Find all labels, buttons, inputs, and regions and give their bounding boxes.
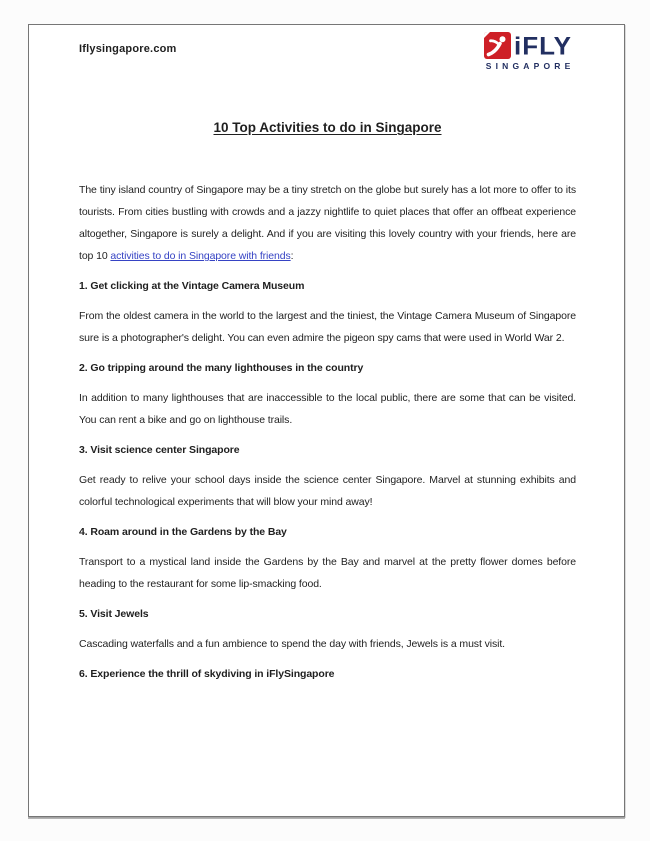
section-paragraph-3: Get ready to relive your school days inside the science center Singapore. Marvel at stunning exhibits and colorful technological experiments that will blow your mind away!: [79, 474, 576, 508]
logo-subtitle: SINGAPORE: [485, 61, 575, 71]
section-heading-6: 6. Experience the thrill of skydiving in iFlySingapore: [79, 668, 335, 680]
logo-brand-text: iFLY: [514, 31, 572, 60]
section-paragraph-1: From the oldest camera in the world to the largest and the tiniest, the Vintage Camera Museum of Singapore sure is a photographer's delight. You can even admire the pigeon spy cams that were used in World War 2.: [79, 310, 576, 344]
section-heading-4: 4. Roam around in the Gardens by the Bay: [79, 526, 287, 538]
ifly-logo: [484, 31, 575, 71]
page-title: 10 Top Activities to do in Singapore: [213, 120, 442, 135]
section-heading-2: 2. Go tripping around the many lighthouses in the country: [79, 362, 364, 374]
intro-text-before: The tiny island country of Singapore may be a tiny stretch on the globe but surely has a lot more to offer to its tourists. From cities bustling with crowds and a jazzy nightlife to quiet places that offer an offbeat experience altogether, Singapore is surely a delight. And if you are visiting this lovely country with your friends, here are top 10: [79, 184, 576, 262]
section-paragraph-5: Cascading waterfalls and a fun ambience to spend the day with friends, Jewels is a must visit.: [79, 638, 505, 650]
page-header: [79, 25, 576, 76]
section-heading-3: 3. Visit science center Singapore: [79, 444, 240, 456]
logo-row: [484, 32, 572, 59]
site-url: Iflysingapore.com: [79, 43, 177, 55]
section-paragraph-4: Transport to a mystical land inside the Gardens by the Bay and marvel at the pretty flower domes before heading to the restaurant for some lip-smacking food.: [79, 556, 576, 590]
section-heading-5: 5. Visit Jewels: [79, 608, 149, 620]
flyer-icon: [484, 32, 511, 59]
intro-text-after: :: [290, 250, 294, 262]
section-heading-1: 1. Get clicking at the Vintage Camera Museum: [79, 280, 305, 292]
activities-link[interactable]: activities to do in Singapore with friends: [110, 250, 291, 262]
document-page: [28, 24, 625, 817]
section-paragraph-2: In addition to many lighthouses that are inaccessible to the local public, there are some that can be visited. You can rent a bike and go on lighthouse trails.: [79, 392, 576, 426]
intro-paragraph: [79, 179, 576, 267]
